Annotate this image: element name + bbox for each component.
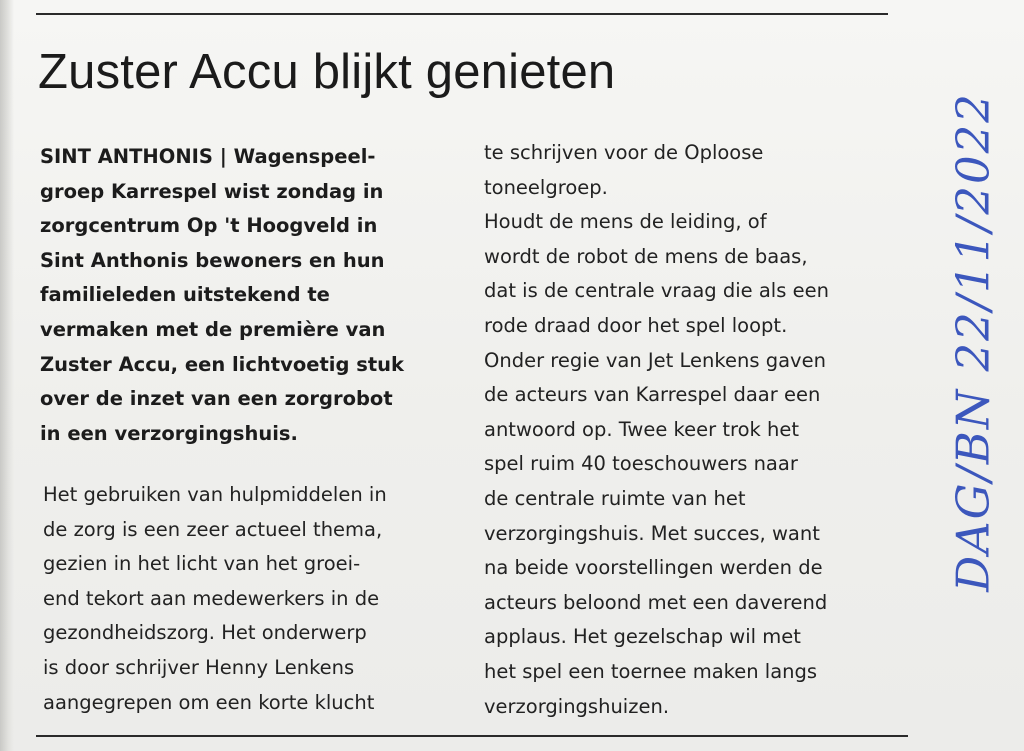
body-line: rode draad door het spel loopt. — [484, 313, 788, 337]
body-line: de acteurs van Karrespel daar een — [484, 383, 821, 407]
body-line: verzorgingshuis. Met succes, want — [484, 521, 820, 545]
lead-line: familieleden uitstekend te — [40, 283, 330, 307]
body-line: toneelgroep. — [484, 175, 608, 199]
lead-line: zorgcentrum Op 't Hoogveld in — [40, 214, 378, 238]
body-line: is door schrijver Henny Lenkens — [43, 655, 355, 679]
body-line: applaus. Het gezelschap wil met — [484, 625, 801, 649]
article-body-left-column — [43, 478, 387, 720]
body-line: Houdt de mens de leiding, of — [484, 210, 767, 234]
bottom-rule — [36, 735, 908, 737]
handwritten-source-date-note: DAG/BN 22/11/2022 — [946, 92, 1000, 592]
body-line: te schrijven voor de Oploose — [484, 141, 764, 164]
article-lead — [40, 140, 404, 451]
body-line: Het gebruiken van hulpmiddelen in — [43, 483, 387, 506]
lead-line: in een verzorgingshuis. — [40, 421, 298, 445]
body-line: wordt de robot de mens de baas, — [484, 244, 808, 268]
body-line: gezien in het licht van het groei- — [43, 552, 361, 576]
lead-line: over de inzet van een zorgrobot — [40, 387, 393, 411]
body-line: de centrale ruimte van het — [484, 486, 746, 510]
lead-line: Zuster Accu, een lichtvoetig stuk — [40, 352, 404, 376]
top-rule — [36, 13, 888, 15]
body-line: aangegrepen om een korte klucht — [43, 690, 375, 714]
scan-edge-shadow — [0, 0, 14, 751]
body-line: na beide voorstellingen werden de — [484, 556, 823, 580]
body-line: het spel een toernee maken langs — [484, 659, 818, 683]
article-body-right-column — [484, 136, 829, 724]
body-line: Onder regie van Jet Lenkens gaven — [484, 348, 826, 372]
body-line: verzorgingshuizen. — [484, 694, 670, 718]
body-line: dat is de centrale vraag die als een — [484, 279, 829, 303]
lead-line: SINT ANTHONIS | Wagenspeel- — [40, 145, 376, 168]
article-headline: Zuster Accu blijkt genieten — [38, 45, 616, 99]
lead-line: Sint Anthonis bewoners en hun — [40, 248, 385, 272]
body-line: acteurs beloond met een daverend — [484, 590, 828, 614]
body-line: gezondheidszorg. Het onderwerp — [43, 621, 367, 645]
body-line: spel ruim 40 toeschouwers naar — [484, 452, 798, 476]
lead-line: vermaken met de première van — [40, 317, 386, 341]
body-line: antwoord op. Twee keer trok het — [484, 417, 800, 441]
body-line: end tekort aan medewerkers in de — [43, 586, 380, 610]
lead-line: groep Karrespel wist zondag in — [40, 179, 384, 203]
body-line: de zorg is een zeer actueel thema, — [43, 517, 383, 541]
